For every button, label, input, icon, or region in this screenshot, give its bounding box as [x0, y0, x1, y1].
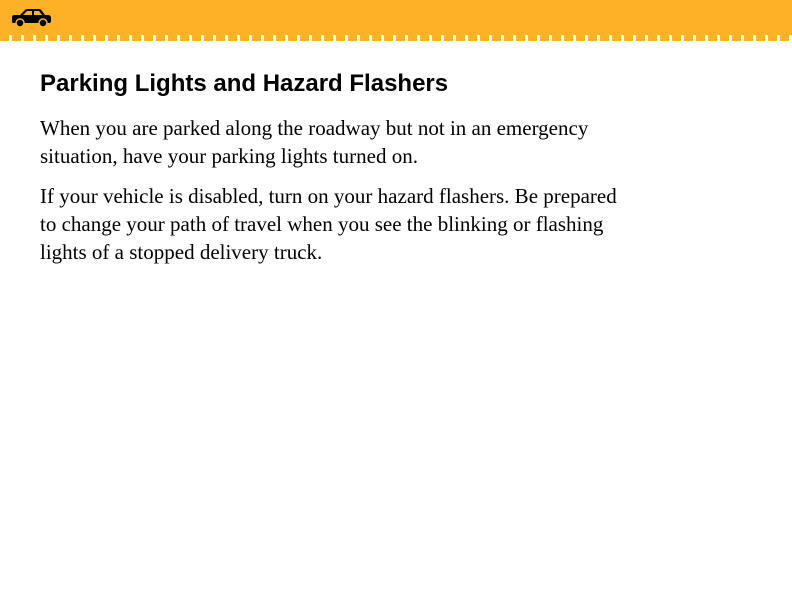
car-icon	[10, 8, 52, 28]
banner-dashed-edge	[0, 35, 792, 41]
paragraph-parking-lights: When you are parked along the roadway but not in an emergency situation, have your parking lights turned on.	[40, 116, 589, 168]
paragraph-hazard-flashers: If your vehicle is disabled, turn on your hazard flashers. Be prepared to change your path of travel when you see the blinking or flashing lights of a stopped delivery truck.	[40, 184, 617, 264]
top-banner	[0, 0, 792, 41]
page-title: Parking Lights and Hazard Flashers	[40, 70, 449, 97]
